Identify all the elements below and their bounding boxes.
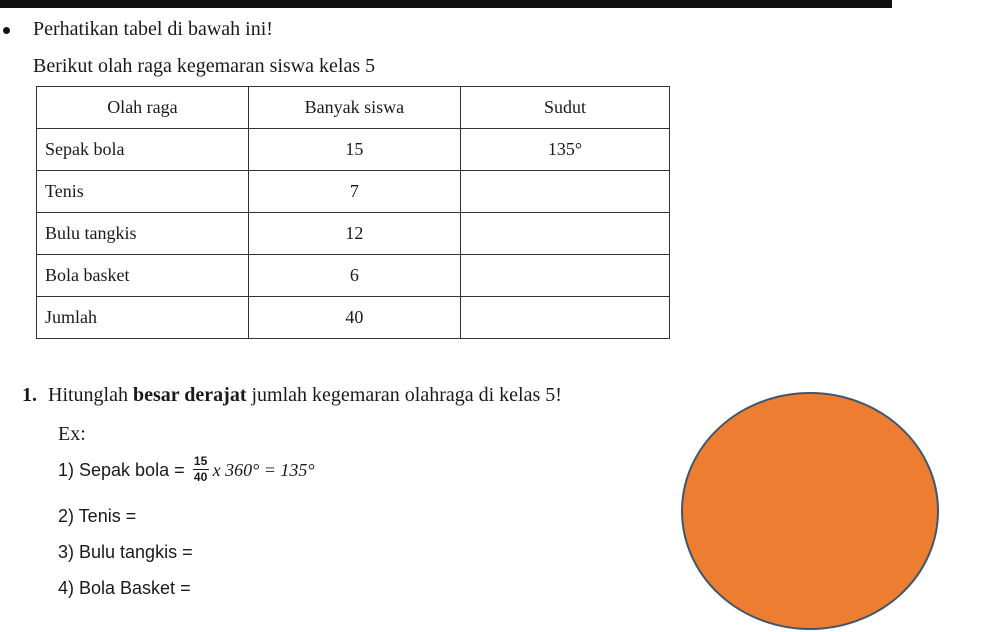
empty-pie-chart-circle bbox=[680, 392, 942, 632]
step-label: 1) Sepak bola = bbox=[58, 459, 185, 480]
cell-sport: Bola basket bbox=[37, 255, 249, 297]
example-step-1 bbox=[58, 455, 315, 484]
table-row bbox=[37, 213, 670, 255]
step-label: 3) Bulu tangkis = bbox=[58, 542, 193, 562]
cell-sport: Tenis bbox=[37, 171, 249, 213]
example-step-2 bbox=[58, 505, 140, 527]
question-number: 1. bbox=[22, 384, 37, 406]
header-sport: Olah raga bbox=[37, 87, 249, 129]
cell-sport: Jumlah bbox=[37, 297, 249, 339]
bullet-icon bbox=[3, 27, 10, 34]
fraction-numerator: 15 bbox=[193, 454, 208, 468]
step-label: 2) Tenis = bbox=[58, 506, 137, 526]
table-row bbox=[37, 129, 670, 171]
cell-count: 12 bbox=[248, 213, 460, 255]
cell-angle: 135° bbox=[461, 129, 670, 171]
cell-angle bbox=[461, 297, 670, 339]
table-caption: Berikut olah raga kegemaran siswa kelas 5 bbox=[33, 55, 376, 77]
example-label: Ex: bbox=[58, 423, 86, 445]
question-1 bbox=[22, 383, 562, 407]
cell-angle bbox=[461, 255, 670, 297]
cell-count: 40 bbox=[248, 297, 460, 339]
pie-circle-shape bbox=[682, 393, 938, 629]
cell-angle bbox=[461, 171, 670, 213]
example-step-3 bbox=[58, 541, 197, 563]
cell-count: 7 bbox=[248, 171, 460, 213]
sports-table bbox=[36, 86, 670, 339]
question-text-before: Hitunglah bbox=[48, 384, 128, 406]
question-text-after: jumlah kegemaran olahraga di kelas 5! bbox=[251, 384, 562, 406]
table-header-row bbox=[37, 87, 670, 129]
question-text-bold: besar derajat bbox=[133, 384, 247, 406]
cell-angle bbox=[461, 213, 670, 255]
intro-text: Perhatikan tabel di bawah ini! bbox=[33, 18, 273, 40]
header-count: Banyak siswa bbox=[248, 87, 460, 129]
fraction-denominator: 40 bbox=[193, 470, 208, 484]
table-row bbox=[37, 255, 670, 297]
cell-sport: Bulu tangkis bbox=[37, 213, 249, 255]
table-row bbox=[37, 171, 670, 213]
cell-sport: Sepak bola bbox=[37, 129, 249, 171]
cell-count: 15 bbox=[248, 129, 460, 171]
table-row bbox=[37, 297, 670, 339]
header-angle: Sudut bbox=[461, 87, 670, 129]
top-border-bar bbox=[0, 0, 892, 8]
example-step-4 bbox=[58, 577, 195, 599]
step-label: 4) Bola Basket = bbox=[58, 578, 191, 598]
cell-count: 6 bbox=[248, 255, 460, 297]
step-formula: x 360° = 135° bbox=[212, 459, 315, 480]
fraction bbox=[193, 455, 209, 484]
